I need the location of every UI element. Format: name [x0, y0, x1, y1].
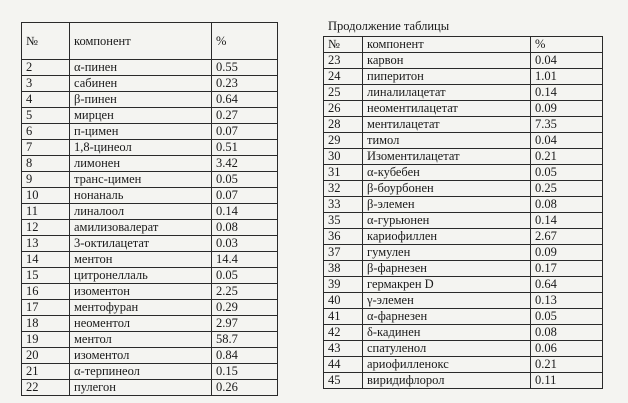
cell-percent: 0.14	[531, 213, 603, 229]
cell-percent: 0.15	[212, 364, 278, 380]
cell-num: 35	[324, 213, 363, 229]
cell-percent: 0.21	[531, 149, 603, 165]
table-row	[22, 268, 278, 284]
cell-num: 16	[22, 284, 70, 300]
cell-component: Изоментилацетат	[363, 149, 531, 165]
cell-component: линалоол	[70, 204, 212, 220]
cell-num: 17	[22, 300, 70, 316]
cell-percent: 2.67	[531, 229, 603, 245]
cell-percent: 3.42	[212, 156, 278, 172]
continuation-title: Продолжение таблицы	[328, 19, 450, 33]
cell-component: нонаналь	[70, 188, 212, 204]
table-row	[22, 380, 278, 396]
cell-percent: 0.25	[531, 181, 603, 197]
cell-num: 10	[22, 188, 70, 204]
header-component: компонент	[363, 37, 531, 53]
cell-num: 5	[22, 108, 70, 124]
table-row	[324, 213, 603, 229]
cell-percent: 2.25	[212, 284, 278, 300]
cell-num: 13	[22, 236, 70, 252]
table-row	[22, 316, 278, 332]
right-table-header-row	[324, 37, 603, 53]
table-row	[324, 341, 603, 357]
cell-percent: 0.08	[531, 325, 603, 341]
cell-num: 6	[22, 124, 70, 140]
cell-percent: 0.84	[212, 348, 278, 364]
cell-num: 28	[324, 117, 363, 133]
cell-percent: 0.06	[531, 341, 603, 357]
cell-percent: 0.04	[531, 133, 603, 149]
cell-num: 14	[22, 252, 70, 268]
table-row	[324, 133, 603, 149]
cell-component: 1,8-цинеол	[70, 140, 212, 156]
cell-percent: 0.55	[212, 60, 278, 76]
cell-num: 36	[324, 229, 363, 245]
cell-percent: 0.05	[212, 268, 278, 284]
cell-component: изоментон	[70, 284, 212, 300]
cell-num: 44	[324, 357, 363, 373]
cell-component: гермакрен D	[363, 277, 531, 293]
cell-num: 32	[324, 181, 363, 197]
cell-component: кариофиллен	[363, 229, 531, 245]
cell-component: α-фарнезен	[363, 309, 531, 325]
cell-num: 45	[324, 373, 363, 389]
cell-component: ментофуран	[70, 300, 212, 316]
table-row	[324, 165, 603, 181]
table-row	[22, 204, 278, 220]
cell-component: мирцен	[70, 108, 212, 124]
cell-percent: 14.4	[212, 252, 278, 268]
cell-percent: 0.64	[531, 277, 603, 293]
header-component: компонент	[70, 23, 212, 60]
cell-num: 43	[324, 341, 363, 357]
cell-num: 12	[22, 220, 70, 236]
cell-num: 11	[22, 204, 70, 220]
cell-num: 7	[22, 140, 70, 156]
header-percent: %	[212, 23, 278, 60]
cell-component: β-элемен	[363, 197, 531, 213]
table-row	[324, 101, 603, 117]
cell-percent: 0.08	[212, 220, 278, 236]
cell-num: 21	[22, 364, 70, 380]
cell-percent: 2.97	[212, 316, 278, 332]
left-component-table	[21, 22, 278, 396]
table-row	[324, 373, 603, 389]
cell-num: 29	[324, 133, 363, 149]
table-row	[324, 357, 603, 373]
cell-component: γ-элемен	[363, 293, 531, 309]
cell-percent: 0.04	[531, 53, 603, 69]
table-row	[22, 188, 278, 204]
cell-component: пулегон	[70, 380, 212, 396]
cell-component: карвон	[363, 53, 531, 69]
cell-component: ментон	[70, 252, 212, 268]
cell-component: спатуленол	[363, 341, 531, 357]
header-percent: %	[531, 37, 603, 53]
table-row	[324, 197, 603, 213]
table-row	[324, 117, 603, 133]
cell-component: β-пинен	[70, 92, 212, 108]
cell-component: п-цимен	[70, 124, 212, 140]
cell-percent: 7.35	[531, 117, 603, 133]
cell-num: 30	[324, 149, 363, 165]
cell-percent: 0.05	[531, 165, 603, 181]
cell-percent: 0.13	[531, 293, 603, 309]
cell-component: пиперитон	[363, 69, 531, 85]
table-row	[22, 332, 278, 348]
cell-percent: 0.05	[212, 172, 278, 188]
cell-num: 33	[324, 197, 363, 213]
cell-percent: 0.26	[212, 380, 278, 396]
cell-component: 3-октилацетат	[70, 236, 212, 252]
table-row	[324, 325, 603, 341]
right-component-table	[323, 36, 603, 389]
table-row	[22, 220, 278, 236]
cell-num: 20	[22, 348, 70, 364]
cell-num: 26	[324, 101, 363, 117]
cell-component: ариофилленокс	[363, 357, 531, 373]
cell-num: 8	[22, 156, 70, 172]
cell-percent: 0.03	[212, 236, 278, 252]
table-row	[22, 140, 278, 156]
cell-num: 22	[22, 380, 70, 396]
cell-num: 31	[324, 165, 363, 181]
table-row	[324, 261, 603, 277]
cell-component: α-пинен	[70, 60, 212, 76]
cell-num: 42	[324, 325, 363, 341]
table-row	[22, 92, 278, 108]
cell-component: α-терпинеол	[70, 364, 212, 380]
cell-component: α-гурьюнен	[363, 213, 531, 229]
cell-num: 23	[324, 53, 363, 69]
table-row	[22, 364, 278, 380]
cell-percent: 0.09	[531, 101, 603, 117]
cell-component: β-боурбонен	[363, 181, 531, 197]
cell-percent: 0.09	[531, 245, 603, 261]
cell-num: 18	[22, 316, 70, 332]
cell-num: 4	[22, 92, 70, 108]
cell-component: δ-кадинен	[363, 325, 531, 341]
table-row	[22, 60, 278, 76]
cell-num: 39	[324, 277, 363, 293]
table-row	[22, 108, 278, 124]
cell-component: амилизовалерат	[70, 220, 212, 236]
cell-num: 2	[22, 60, 70, 76]
cell-percent: 0.14	[212, 204, 278, 220]
cell-percent: 0.08	[531, 197, 603, 213]
table-row	[22, 348, 278, 364]
cell-percent: 0.23	[212, 76, 278, 92]
table-row	[22, 300, 278, 316]
cell-num: 41	[324, 309, 363, 325]
header-num: №	[22, 23, 70, 60]
cell-component: тимол	[363, 133, 531, 149]
cell-component: β-фарнезен	[363, 261, 531, 277]
table-row	[324, 309, 603, 325]
table-row	[324, 53, 603, 69]
cell-percent: 0.64	[212, 92, 278, 108]
table-row	[22, 284, 278, 300]
table-row	[324, 277, 603, 293]
table-row	[324, 245, 603, 261]
cell-component: неоментилацетат	[363, 101, 531, 117]
cell-component: неоментол	[70, 316, 212, 332]
cell-percent: 0.14	[531, 85, 603, 101]
cell-component: сабинен	[70, 76, 212, 92]
cell-num: 9	[22, 172, 70, 188]
cell-component: гумулен	[363, 245, 531, 261]
cell-component: ментол	[70, 332, 212, 348]
cell-component: виридифлорол	[363, 373, 531, 389]
table-row	[22, 252, 278, 268]
cell-percent: 0.07	[212, 124, 278, 140]
cell-percent: 58.7	[212, 332, 278, 348]
cell-num: 24	[324, 69, 363, 85]
cell-num: 3	[22, 76, 70, 92]
table-row	[22, 76, 278, 92]
table-row	[324, 69, 603, 85]
header-num: №	[324, 37, 363, 53]
left-table-header-row	[22, 23, 278, 60]
cell-component: линалилацетат	[363, 85, 531, 101]
table-row	[324, 181, 603, 197]
cell-percent: 0.29	[212, 300, 278, 316]
table-row	[22, 172, 278, 188]
table-row	[324, 293, 603, 309]
cell-component: транс-цимен	[70, 172, 212, 188]
cell-num: 37	[324, 245, 363, 261]
cell-num: 15	[22, 268, 70, 284]
table-row	[22, 124, 278, 140]
table-row	[22, 156, 278, 172]
cell-component: лимонен	[70, 156, 212, 172]
cell-num: 19	[22, 332, 70, 348]
table-row	[324, 85, 603, 101]
cell-percent: 0.07	[212, 188, 278, 204]
cell-num: 25	[324, 85, 363, 101]
cell-component: цитронеллаль	[70, 268, 212, 284]
cell-percent: 0.05	[531, 309, 603, 325]
cell-percent: 1.01	[531, 69, 603, 85]
cell-num: 40	[324, 293, 363, 309]
cell-component: ментилацетат	[363, 117, 531, 133]
cell-component: изоментол	[70, 348, 212, 364]
table-row	[324, 149, 603, 165]
cell-percent: 0.11	[531, 373, 603, 389]
cell-num: 38	[324, 261, 363, 277]
cell-percent: 0.17	[531, 261, 603, 277]
table-row	[22, 236, 278, 252]
cell-percent: 0.27	[212, 108, 278, 124]
cell-percent: 0.21	[531, 357, 603, 373]
table-row	[324, 229, 603, 245]
cell-component: α-кубебен	[363, 165, 531, 181]
cell-percent: 0.51	[212, 140, 278, 156]
